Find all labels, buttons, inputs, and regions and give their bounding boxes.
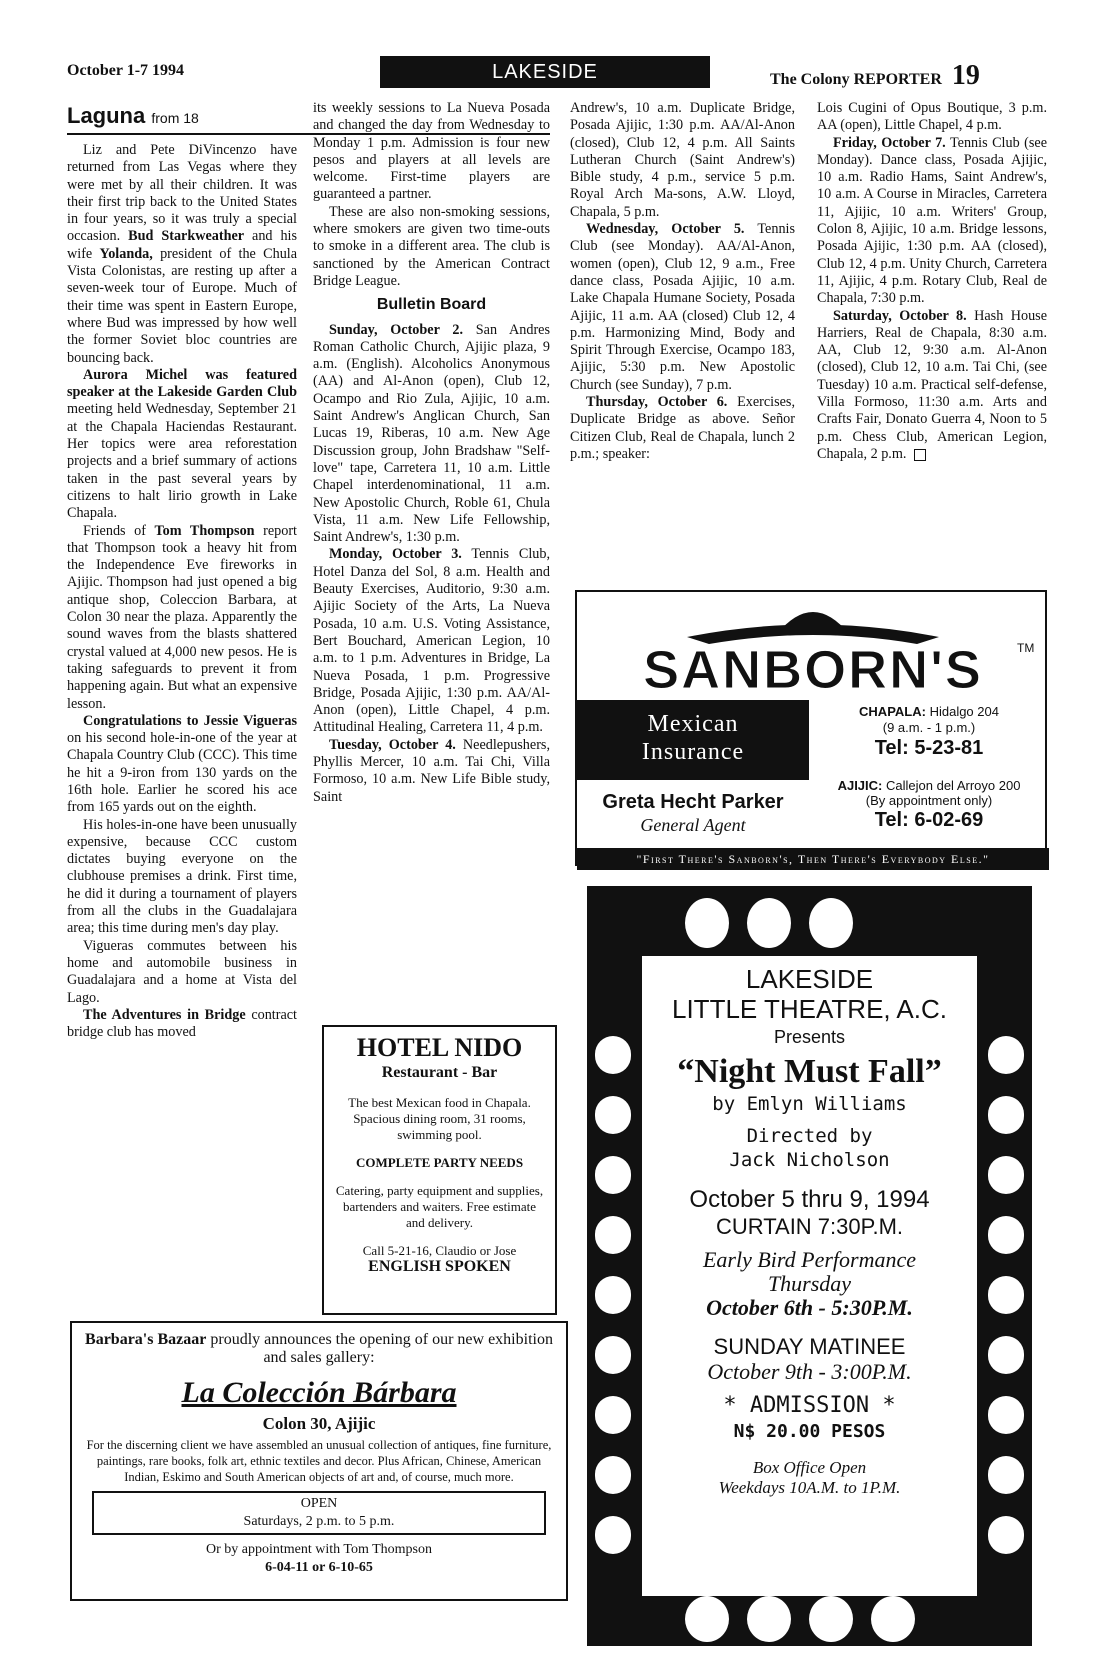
column-2 <box>313 100 550 806</box>
page-number: 19 <box>951 60 980 91</box>
early-bird-1: Early Bird Performance <box>702 1247 917 1272</box>
marquee-bulb-icon <box>988 1336 1024 1374</box>
sombrero-crown-icon <box>777 612 849 634</box>
col1-text: contract bridge club has moved <box>67 1006 297 1041</box>
box-office-2: Weekdays 10A.M. to 1P.M. <box>718 1478 901 1497</box>
ajijic-tel: Tel: 6-02-69 <box>874 809 984 831</box>
col1-text: Friends of <box>83 522 146 539</box>
early-bird-2: Thursday <box>767 1271 852 1296</box>
day-listings: Exercises, Duplicate Bridge as above. Señor Citizen Club, Real de Chapala, lunch 2 p.m.; speaker: <box>570 394 795 462</box>
marquee-bulb-icon <box>595 1276 631 1314</box>
appointment-phones: 6-04-11 or 6-10-65 <box>265 1560 373 1575</box>
agent-name: Greta Hecht Parker <box>602 791 784 813</box>
marquee-bulb-icon <box>988 1096 1024 1134</box>
col1-name: Tom Thompson <box>154 522 255 539</box>
day-label: Thursday, October 6. <box>586 394 728 411</box>
col1-para-4 <box>67 713 297 817</box>
col1-text: and his wife <box>67 228 298 262</box>
bulletin-monday <box>313 546 550 736</box>
chapala-street: Hidalgo 204 <box>929 704 999 719</box>
theatre-name-2: LITTLE THEATRE, A.C. <box>672 994 947 1024</box>
ajijic-hours: (By appointment only) <box>865 793 993 808</box>
ad-description: The best Mexican food in Chapala. Spacious dining room, 31 rooms, swimming pool. <box>348 1095 531 1142</box>
col1-para-3 <box>67 523 297 713</box>
col1-text: report that Thompson took a heavy hit from the Independence Eve fireworks in Ajijic. Thompson had just opened a big antique shop, Coleccion Barbara, at Colon 30 near the plaza. Apparently the sound waves from the blasts shattered crystal valued at 4,000 new pesos. He is taking safeguards to prevent it from happening again. But what an expensive lesson. <box>67 522 298 712</box>
playwright: by Emlyn Williams <box>712 1093 907 1115</box>
chapala-tel: Tel: 5-23-81 <box>874 737 984 759</box>
theatre-name-1: LAKESIDE <box>745 964 874 994</box>
bazaar-ad <box>70 1321 568 1601</box>
col1-para-5: His holes-in-one have been unusually expensive, because CCC custom dictates buying everyone on the clubhouse premises a drink. First time, he did it during a tournament of players from all the clubs in the Guadalajara area; this time during men's day play. <box>67 816 297 937</box>
day-label: Sunday, October 2. <box>329 321 464 338</box>
kicker-title: Laguna <box>67 103 146 128</box>
marquee-bulb-icon <box>988 1456 1024 1494</box>
marquee-bulb-icon <box>595 1156 631 1194</box>
trademark: TM <box>1017 641 1035 655</box>
bulletin-friday <box>817 135 1047 308</box>
marquee-bulb-icon <box>988 1396 1024 1434</box>
gallery-name: La Colección Bárbara <box>181 1376 457 1409</box>
ad-party-needs: COMPLETE PARTY NEEDS <box>355 1155 524 1170</box>
agent-block <box>577 782 809 848</box>
bulletin-saturday <box>817 308 1047 464</box>
matinee: SUNDAY MATINEE <box>713 1334 906 1359</box>
column-1 <box>67 142 297 1041</box>
gallery-description: For the discerning client we have assembled an unusual collection of antiques, fine furniture, paintings, rare books, folk art, ethnic textiles and decor. Plus African, Chinese, American Indian, Eskimo and South American objects of art and, of course, much more. <box>86 1438 552 1484</box>
kicker-jump: from 18 <box>151 110 199 126</box>
ad-title: HOTEL NIDO <box>356 1033 523 1062</box>
marquee-bulb-icon <box>595 1516 631 1554</box>
section-banner: LAKESIDE <box>380 56 710 88</box>
end-mark-icon <box>914 449 926 461</box>
day-label: Friday, October 7. <box>833 134 946 151</box>
bulletin-tuesday <box>313 737 550 806</box>
ad-subtitle: Restaurant - Bar <box>381 1064 498 1081</box>
day-listings: Tennis Club, Hotel Danza del Sol, 8 a.m. Health and Beauty Exercises, Auditorio, 9:30 a.m. Ajijic Society of the Arts, La Nueva Posada, 10 a.m. U.S. Voting Assistance, Bert Bouchard, American Legion, 10 a.m. to 1 p.m. Adventures in Bridge, La Nueva Posada, 1 p.m. Progressive Bridge, Posada Ajijic, 1:30 p.m. AA/Al-Anon (open), Little Chapel, 4 p.m. Attitudinal Healing, Carretera 11, 4 p.m. <box>313 546 550 736</box>
marquee-bulb-icon <box>988 1276 1024 1314</box>
directed-by: Directed by <box>746 1125 873 1147</box>
marquee-bulb-icon <box>988 1216 1024 1254</box>
col1-name: Bud Starkweather <box>128 228 245 245</box>
play-title: “Night Must Fall” <box>677 1053 942 1090</box>
director: Jack Nicholson <box>729 1149 890 1171</box>
day-listings: Hash House Harriers, Real de Chapala, 8:30 a.m. AA, Club 12, 9:30 a.m. Al-Anon (closed), Club 12, 10 a.m. Tai Chi, (see Tuesday) 10 a.m. Practical self-defense, Villa Formoso, 11:30 a.m. Arts and Crafts Fair, Donato Guerra 4, Noon to 5 p.m. Chess Club, American Legion, Chapala, 2 p.m. <box>817 307 1047 462</box>
marquee-bulb-icon <box>685 1596 729 1642</box>
column-3 <box>570 100 795 463</box>
run-dates: October 5 thru 9, 1994 <box>689 1186 930 1213</box>
bulletin-wednesday <box>570 221 795 394</box>
bulletin-sunday <box>313 322 550 547</box>
day-listings: Needlepushers, Phyllis Mercer, 10 a.m. Tai Chi, Villa Formoso, 10 a.m. New Life Bible study, Saint <box>313 736 550 805</box>
day-listings: Tennis Club (see Monday). AA/Al-Anon, women (open), Club 12, 9 a.m., Free dance class, Posada Ajijic, 10 a.m. Lake Chapala Humane Society, Posada Ajijic, 11 a.m. AA (closed) Club 12, 4 p.m. Harmonizing Mind, Body and Spirit Through Exercise, Ocampo 183, Ajijic, 5:30 p.m. New Apostolic Church (see Sunday), 7 p.m. <box>570 221 795 393</box>
open-hours: Saturdays, 2 p.m. to 5 p.m. <box>243 1514 395 1529</box>
sanborns-ad <box>575 590 1047 866</box>
marquee-bulb-icon <box>988 1156 1024 1194</box>
marquee-bulb-icon <box>595 1096 631 1134</box>
marquee-bulb-icon <box>988 1036 1024 1074</box>
day-label: Monday, October 3. <box>329 546 462 563</box>
marquee-bulb-icon <box>595 1396 631 1434</box>
agent-title: General Agent <box>640 815 746 835</box>
ad-english: ENGLISH SPOKEN <box>368 1258 511 1275</box>
logo-text: SANBORN'S <box>643 640 983 700</box>
marquee-bulb-icon <box>595 1216 631 1254</box>
day-listings: San Andres Roman Catholic Church, Ajijic plaza, 9 a.m. (English). Alcoholics Anonymous (AA) and Al-Anon (open), Club 12, Ocampo and Rio Zula, Ajijic, 10 a.m. Saint Andrew's Anglican Church, San Lucas 19, Riberas, 10 a.m. New Age Discussion group, John Bradshaw "Self-love" tape, Carretera 11, 10 a.m. Little Chapel interdenominational, 11 a.m. New Apostolic Church, Roble 61, Chula Vista, 11 a.m. New Life Fellowship, Saint Andrew's, 1:30 p.m. <box>313 321 550 546</box>
bulletin-board-heading: Bulletin Board <box>376 296 487 314</box>
ad-services: Catering, party equipment and supplies, bartenders and waiters. Free estimate and delivery. <box>335 1183 544 1230</box>
curtain-time: CURTAIN 7:30P.M. <box>715 1214 904 1239</box>
ad-contact: Call 5-21-16, Claudio or Jose <box>362 1243 517 1258</box>
chapala-hours: (9 a.m. - 1 p.m.) <box>882 720 976 735</box>
marquee-bulb-icon <box>747 898 791 948</box>
col1-para-2 <box>67 367 297 523</box>
col1-lead: Aurora Michel was featured speaker at the Lakeside Garden Club <box>67 366 297 401</box>
marquee-bulb-icon <box>988 1516 1024 1554</box>
col2-para-1: its weekly sessions to La Nueva Posada and changed the day from Wednesday to Monday 1 p.m. Admission is four new pesos and players at all levels are welcome. First-time players are guaranteed a partner. <box>313 100 550 203</box>
column-4 <box>817 100 1047 463</box>
gallery-address: Colon 30, Ajijic <box>262 1414 376 1433</box>
col1-para-6: Vigueras commutes between his home and automobile business in Guadalajara and a home at Vista del Lago. <box>67 937 297 1006</box>
open-label: OPEN <box>300 1496 338 1511</box>
day-label: Wednesday, October 5. <box>586 221 745 238</box>
sanborns-logo <box>577 592 1049 702</box>
col1-para-7 <box>67 1007 297 1042</box>
matinee-date: October 9th - 3:00P.M. <box>707 1359 912 1384</box>
marquee-bulb-icon <box>871 1596 915 1642</box>
col1-text: president of the Chula Vista Colonistas, are resting up after a seven-week tour of Europe. Much of their time was spent in Eastern Europe, where Bud was impressed by how well the former Soviet bloc countries are bouncing back. <box>67 245 298 366</box>
col1-text: meeting held Wednesday, September 21 at the Chapala Haciendas Restaurant. Her topics were area reforestation projects and a brief summary of actions taken in the past several years by citizens to halt lirio growth in Lake Chapala. <box>67 401 297 522</box>
marquee-bulb-icon <box>747 1596 791 1642</box>
col1-para-1 <box>67 142 297 367</box>
day-listings: Tennis Club (see Monday). Dance class, Posada Ajijic, 10 a.m. Radio Hams, Saint Andrew's, 10 a.m. A Course in Miracles, Carretera 11, Ajijic, 10 a.m. Writers' Group, Colon 8, Ajijic, 10 a.m. Bridge lessons, Posada Ajijic, 1:30 p.m. AA (closed), Club 12, 4 p.m. Unity Church, Carretera 11, Ajijic, 4 p.m. Rotary Club, Real de Chapala, 7:30 p.m. <box>817 134 1047 307</box>
open-hours-box <box>92 1491 546 1535</box>
marquee-bulb-icon <box>595 1456 631 1494</box>
presents: Presents <box>773 1027 846 1047</box>
ajijic-office <box>809 774 1049 848</box>
marquee-bulb-icon <box>809 898 853 948</box>
col2-para-2: These are also non-smoking sessions, where smokers are given two time-outs to smoke in a different area. The club is sanctioned by the American Contract Bridge League. <box>313 203 550 289</box>
bulletin-thursday <box>570 394 795 463</box>
col3-para-1: Andrew's, 10 a.m. Duplicate Bridge, Posada Ajijic, 1:30 p.m. AA/Al-Anon (closed), Club 12, 4 p.m. All Saints Lutheran Church (Saint Andrew's) Bible study, 4 p.m., service 5 p.m. Royal Arch Ma-sons, A.W. Lloyd, Chapala, 5 p.m. <box>570 100 795 220</box>
issue-date: October 1-7 1994 <box>67 62 185 79</box>
early-bird-3: October 6th - 5:30P.M. <box>706 1295 913 1320</box>
chapala-office <box>809 700 1049 772</box>
paper-name <box>770 60 980 92</box>
mi-line1: Mexican <box>647 711 739 737</box>
marquee-bulb-icon <box>809 1596 853 1642</box>
admission-price: N$ 20.00 PESOS <box>733 1421 886 1442</box>
day-label: Saturday, October 8. <box>833 307 967 324</box>
col1-name: Yolanda, <box>99 245 153 262</box>
bazaar-name: Barbara's Bazaar <box>85 1331 207 1348</box>
ajijic-address <box>809 778 1049 793</box>
bazaar-intro <box>82 1331 556 1367</box>
chapala-label: CHAPALA: <box>859 704 926 719</box>
chapala-address <box>809 704 1049 720</box>
col1-text: on his second hole-in-one of the year at Chapala Country Club (CCC). This time he hit a 9-iron from 130 yards on the 16th hole. Earlier he scored his ace from 165 yards out on the eighth. <box>67 730 297 816</box>
col1-lead: The Adventures in Bridge <box>83 1006 246 1023</box>
ajijic-label: AJIJIC: <box>837 778 883 793</box>
appointment-line: Or by appointment with Tom Thompson <box>206 1542 432 1557</box>
col1-text: Liz and Pete DiVincenzo have returned from Las Vegas where they were met by all their children. It was their first trip back to the United States in four years, so it was truly a special occasion. <box>67 142 297 245</box>
mi-line2: Insurance <box>641 739 745 765</box>
marquee-sign <box>642 956 977 1596</box>
col1-lead: Congratulations to Jessie Vigueras <box>83 712 297 729</box>
col4-para-1: Lois Cugini of Opus Boutique, 3 p.m. AA (open), Little Chapel, 4 p.m. <box>817 100 1047 134</box>
day-label: Tuesday, October 4. <box>329 736 456 753</box>
mexican-insurance-block <box>577 700 809 780</box>
box-office-1: Box Office Open <box>752 1458 867 1477</box>
admission: * ADMISSION * <box>723 1393 896 1418</box>
hotel-nido-ad <box>322 1025 557 1315</box>
marquee-bulb-icon <box>595 1336 631 1374</box>
bazaar-intro-text: proudly announces the opening of our new exhibition and sales gallery: <box>210 1331 553 1366</box>
ajijic-street: Callejon del Arroyo 200 <box>886 778 1021 793</box>
paper-title: The Colony REPORTER <box>770 71 942 88</box>
column-kicker <box>67 103 199 129</box>
theatre-ad <box>587 886 1032 1646</box>
marquee-bulb-icon <box>595 1036 631 1074</box>
marquee-bulb-icon <box>685 898 729 948</box>
sanborns-slogan: "First There's Sanborn's, Then There's Everybody Else." <box>577 848 1049 870</box>
